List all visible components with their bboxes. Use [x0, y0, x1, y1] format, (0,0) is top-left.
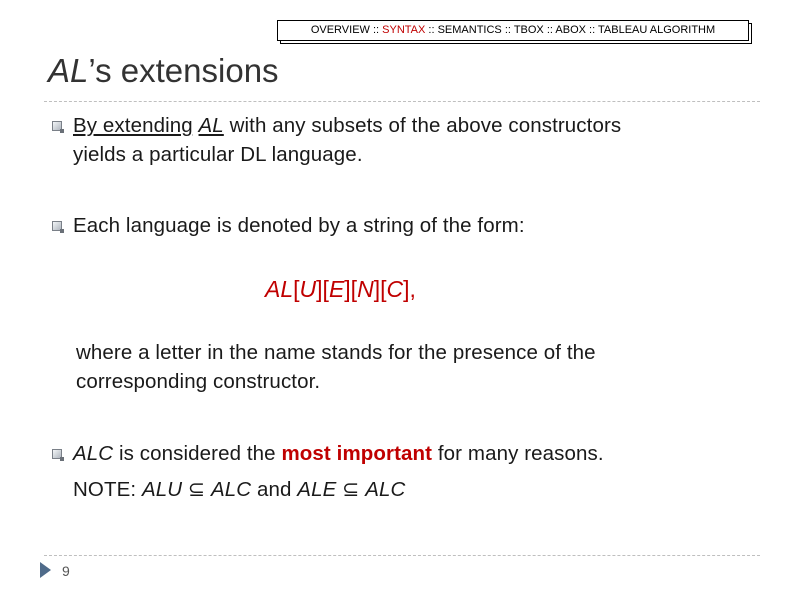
and-text: and: [251, 478, 298, 501]
formula-al: AL: [265, 276, 294, 302]
bullet-marker-icon: [52, 121, 62, 131]
nav-semantics[interactable]: SEMANTICS: [437, 24, 502, 36]
nav-separator: ::: [369, 24, 383, 36]
formula-e: E: [328, 276, 345, 302]
nav-separator: ::: [585, 24, 598, 36]
subset-symbol: ⊆: [182, 478, 211, 501]
footer-divider: [44, 555, 760, 556]
bullet-1-link-italic[interactable]: AL: [198, 114, 224, 137]
ale-term: ALE: [297, 478, 337, 501]
nav-tbox[interactable]: TBOX: [513, 24, 544, 36]
bullet-1-line-1-rest: with any subsets of the above constructors: [223, 114, 622, 137]
nav-overview[interactable]: OVERVIEW: [310, 24, 370, 36]
formula-u: U: [299, 276, 317, 302]
title-divider: [44, 101, 760, 102]
formula-bracket: ][: [316, 276, 329, 302]
bullet-3-text: is considered the: [113, 442, 282, 465]
formula-bracket: ][: [344, 276, 358, 302]
language-formula: [265, 276, 416, 303]
nav-separator: ::: [501, 24, 514, 36]
page-number: 9: [62, 563, 70, 579]
bullet-marker-icon: [52, 449, 62, 459]
note-prefix: NOTE:: [73, 478, 142, 501]
section-navigation: [277, 20, 749, 41]
formula-bracket: ][: [373, 276, 387, 302]
subset-symbol: ⊆: [336, 478, 366, 501]
nav-separator: ::: [425, 24, 438, 36]
footer-triangle-icon: [40, 562, 51, 578]
bullet-1-line-2: yields a particular DL language.: [73, 143, 363, 166]
slide-title: [48, 52, 279, 90]
nav-syntax[interactable]: SYNTAX: [382, 24, 426, 36]
bullet-3-line-1: [73, 442, 604, 466]
emphasis-most-important: most important: [281, 442, 433, 465]
bullet-marker-icon: [52, 221, 62, 231]
title-italic: AL: [48, 52, 89, 89]
alu-term: ALU: [141, 478, 183, 501]
bullet-3-line-2: [73, 477, 405, 502]
alc-term: ALC: [211, 478, 252, 501]
title-rest: ’s extensions: [88, 52, 279, 89]
bullet-1-line-1: [73, 114, 621, 138]
formula-n: N: [357, 276, 374, 302]
formula-bracket: ],: [403, 276, 416, 302]
nav-tableau-algorithm[interactable]: TABLEAU ALGORITHM: [598, 24, 716, 36]
formula-c: C: [386, 276, 404, 302]
alc-term: ALC: [73, 442, 114, 465]
explanation-line-1: where a letter in the name stands for the presence of the: [76, 341, 596, 364]
bullet-2-line-1: Each language is denoted by a string of the form:: [73, 214, 525, 237]
nav-abox[interactable]: ABOX: [555, 24, 586, 36]
nav-separator: ::: [543, 24, 556, 36]
formula-bracket: [: [293, 276, 300, 302]
explanation-line-2: corresponding constructor.: [76, 370, 321, 393]
bullet-1-link[interactable]: By extending: [73, 114, 193, 137]
bullet-3-text-end: for many reasons.: [432, 442, 604, 465]
alc-term: ALC: [365, 478, 406, 501]
